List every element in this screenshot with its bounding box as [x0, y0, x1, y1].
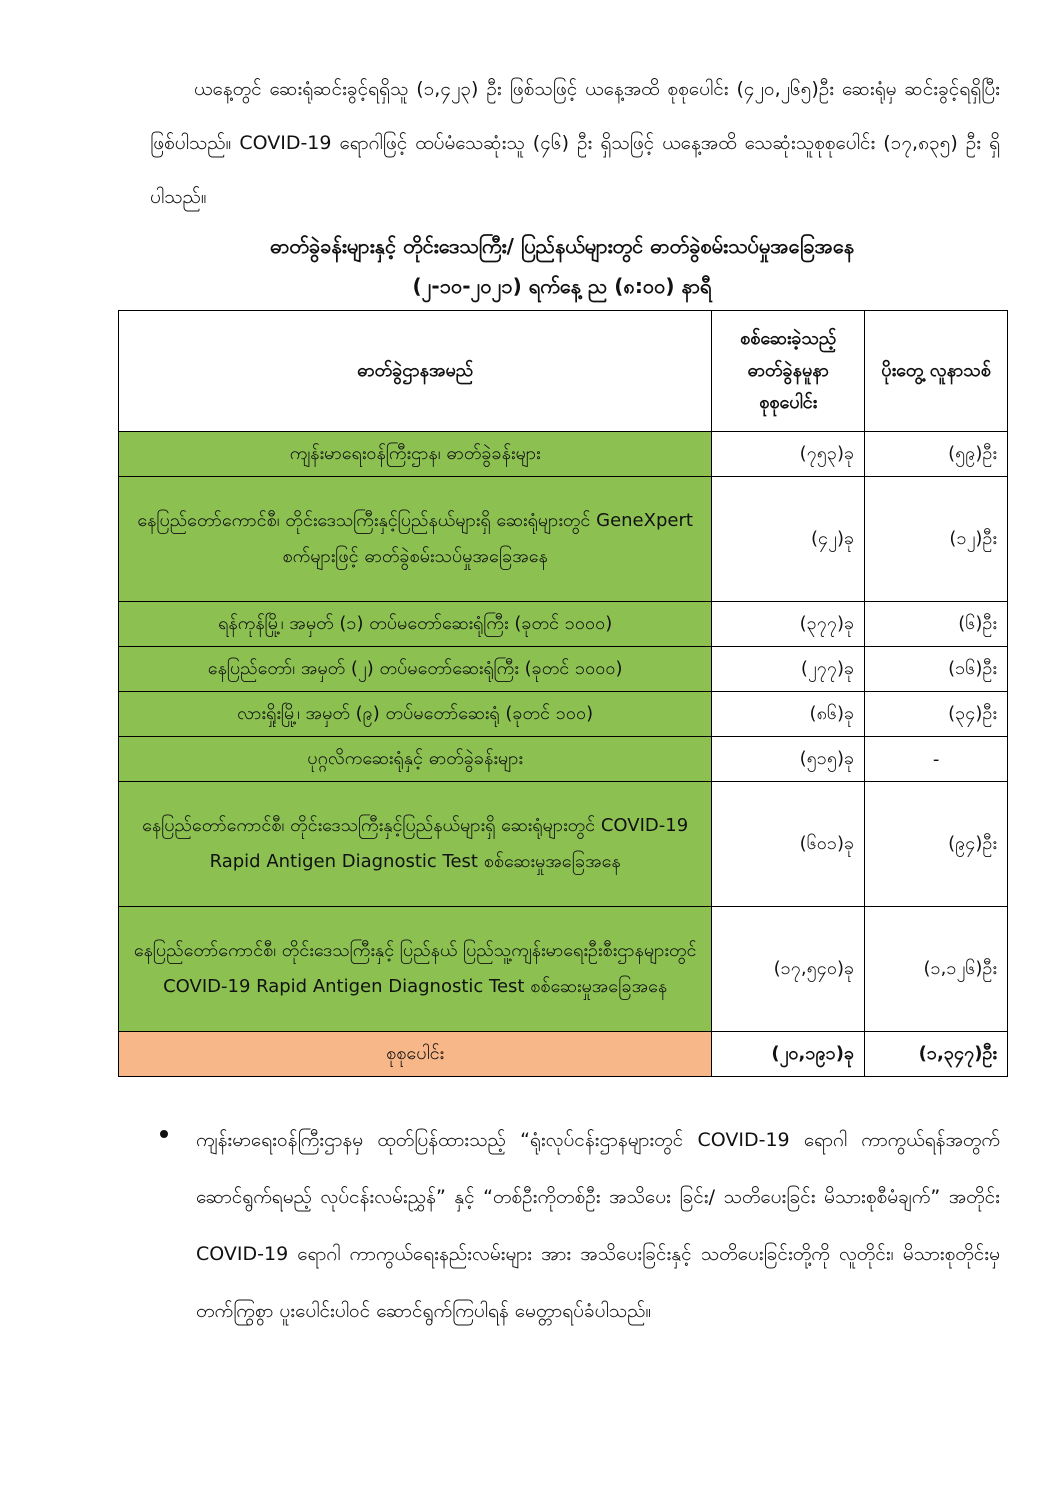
samples-cell: (၄၂)ခု: [712, 477, 865, 602]
header-total-samples: စစ်ဆေးခဲ့သည့် ဓာတ်ခွဲနမူနာ စုစုပေါင်း: [712, 311, 865, 432]
total-label-cell: စုစုပေါင်း: [119, 1032, 712, 1077]
samples-cell: (၅၁၅)ခု: [712, 737, 865, 782]
lab-name-cell: ကျန်းမာရေးဝန်ကြီးဌာန၊ ဓာတ်ခွဲခန်းများ: [119, 432, 712, 477]
bullet-icon: [160, 1130, 168, 1138]
lab-name-cell: နေပြည်တော်၊ အမှတ် (၂) တပ်မတော်ဆေးရုံကြီး (ခုတင် ၁၀၀၀): [119, 647, 712, 692]
table-row: [119, 477, 1008, 602]
table-total-row: [119, 1032, 1008, 1077]
table-heading: ဓာတ်ခွဲခန်းများနှင့် တိုင်းဒေသကြီး/ ပြည်နယ်များတွင် ဓာတ်ခွဲစမ်းသပ်မှုအခြေအနေ: [269, 234, 855, 258]
table-row: [119, 432, 1008, 477]
table-row: [119, 647, 1008, 692]
samples-cell: (၆၀၁)ခု: [712, 782, 865, 907]
positive-cell: (၅၉)ဦး: [865, 432, 1008, 477]
table-row: [119, 692, 1008, 737]
lab-name-cell: နေပြည်တော်ကောင်စီ၊ တိုင်းဒေသကြီးနှင့်ပြည်နယ်များရှိ ဆေးရုံများတွင် COVID-19 Rapid Antigen Diagnostic Test စစ်ဆေးမှုအခြေအနေ: [119, 782, 712, 907]
intro-paragraph: ယနေ့တွင် ဆေးရုံဆင်းခွင့်ရရှိသူ (၁,၄၂၃) ဦး ဖြစ်သဖြင့် ယနေ့အထိ စုစုပေါင်း (၄၂၀,၂၆၅)ဦး ဆေးရုံမှ ဆင်းခွင့်ရရှိပြီး ဖြစ်ပါသည်။ COVID-19 ရောဂါဖြင့် ထပ်မံသေဆုံးသူ (၄၆) ဦး ရှိသဖြင့် ယနေ့အထိ သေဆုံးသူစုစုပေါင်း (၁၇,၈၃၅) ဦး ရှိပါသည်။: [150, 78, 1000, 208]
table-header-row: [119, 311, 1008, 432]
positive-cell: (၆)ဦး: [865, 602, 1008, 647]
samples-cell: (၈၆)ခု: [712, 692, 865, 737]
table-row: [119, 737, 1008, 782]
table-row: [119, 907, 1008, 1032]
header-new-positive: ပိုးတွေ့ လူနာသစ်: [865, 311, 1008, 432]
positive-cell: (၁,၁၂၆)ဦး: [865, 907, 1008, 1032]
total-positive-cell: (၁,၃၄၇)ဦး: [865, 1032, 1008, 1077]
samples-cell: (၇၅၃)ခု: [712, 432, 865, 477]
table-row: [119, 782, 1008, 907]
positive-cell: (၉၄)ဦး: [865, 782, 1008, 907]
positive-cell: (၁၆)ဦး: [865, 647, 1008, 692]
advice-paragraph: ကျန်းမာရေးဝန်ကြီးဌာနမှ ထုတ်ပြန်ထားသည့် “ရုံးလုပ်ငန်းဌာနများတွင် COVID-19 ရောဂါ ကာကွယ်ရန်အတွက် ဆောင်ရွက်ရမည့် လုပ်ငန်းလမ်းညွှန်” နှင့် “တစ်ဦးကိုတစ်ဦး အသိပေး ခြင်း/ သတိပေးခြင်း မိသားစုစီမံချက်” အတိုင်း COVID-19 ရောဂါ ကာကွယ်ရေးနည်းလမ်းများ အား အသိပေးခြင်းနှင့် သတိပေးခြင်းတို့ကို လူတိုင်း၊ မိသားစုတိုင်းမှ တက်ကြွစွာ ပူးပေါင်းပါဝင် ဆောင်ရွက်ကြပါရန် မေတ္တာရပ်ခံပါသည်။: [196, 1129, 1000, 1322]
lab-name-cell: ရန်ကုန်မြို့၊ အမှတ် (၁) တပ်မတော်ဆေးရုံကြီး (ခုတင် ၁၀၀၀): [119, 602, 712, 647]
table-date-heading: (၂-၁၀-၂၀၂၁) ရက်နေ့ ည (၈:၀၀) နာရီ: [412, 274, 712, 298]
table-row: [119, 602, 1008, 647]
lab-name-cell: နေပြည်တော်ကောင်စီ၊ တိုင်းဒေသကြီးနှင့်ပြည်နယ်များရှိ ဆေးရုံများတွင် GeneXpert စက်များဖြင့် ဓာတ်ခွဲစမ်းသပ်မှုအခြေအနေ: [119, 477, 712, 602]
header-lab-name: ဓာတ်ခွဲဌာနအမည်: [119, 311, 712, 432]
total-samples-cell: (၂၀,၁၉၁)ခု: [712, 1032, 865, 1077]
positive-cell: -: [865, 737, 1008, 782]
lab-name-cell: နေပြည်တော်ကောင်စီ၊ တိုင်းဒေသကြီးနှင့် ပြည်နယ် ပြည်သူ့ကျန်းမာရေးဦးစီးဌာနများတွင် COVID-19 Rapid Antigen Diagnostic Test စစ်ဆေးမှုအခြေအနေ: [119, 907, 712, 1032]
positive-cell: (၁၂)ဦး: [865, 477, 1008, 602]
positive-cell: (၃၄)ဦး: [865, 692, 1008, 737]
lab-name-cell: ပုဂ္ဂလိကဆေးရုံနှင့် ဓာတ်ခွဲခန်းများ: [119, 737, 712, 782]
samples-cell: (၃၇၇)ခု: [712, 602, 865, 647]
samples-cell: (၁၇,၅၄၀)ခု: [712, 907, 865, 1032]
lab-name-cell: လားရှိုးမြို့၊ အမှတ် (၉) တပ်မတော်ဆေးရုံ (ခုတင် ၁၀၀): [119, 692, 712, 737]
samples-cell: (၂၇၇)ခု: [712, 647, 865, 692]
intro-paragraph-block: [150, 62, 1000, 224]
lab-testing-table: [118, 310, 1008, 1077]
advice-bullet-block: [160, 1112, 1000, 1340]
